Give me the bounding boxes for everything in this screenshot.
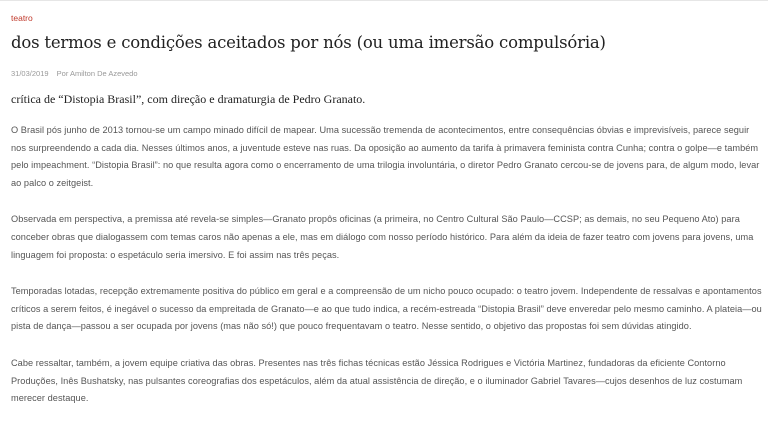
article-lead: crítica de “Distopia Brasil”, com direção e dramaturgia de Pedro Granato. [11, 92, 366, 106]
body-paragraph: O Brasil pós junho de 2013 tornou-se um campo minado difícil de mapear. Uma sucessão tremenda de acontecimentos, entre consequências óbvias e imprevisíveis, parece seguir nos surpreendendo a cada dia. Nesses últimos anos, a juventude esteve nas ruas. Da oposição ao aumento da tarifa à primavera feminista contra Cunha; contra o golpe—e também pelo impeachment. “Distopia Brasil”: no que resulta agora como o encerramento de uma trilogia involuntária, o diretor Pedro Granato cercou-se de jovens para, de algum modo, levar ao palco o zeitgeist. [11, 125, 760, 188]
article-meta [11, 69, 138, 78]
article-title: dos termos e condições aceitados por nós (ou uma imersão compulsória) [11, 33, 606, 52]
body-paragraph: Cabe ressaltar, também, a jovem equipe criativa das obras. Presentes nas três fichas técnicas estão Jéssica Rodrigues e Victória Martinez, fundadoras da eficiente Contorno Produções, Inês Bushatsky, nas pulsantes coreografias dos espetáculos, além da atual assistência de direção, e o iluminador Gabriel Tavares—cujos desenhos de luz costumam merecer destaque. [11, 357, 743, 404]
body-paragraph: Temporadas lotadas, recepção extremamente positiva do público em geral e a compreensão de um nicho pouco ocupado: o teatro jovem. Independente de ressalvas e apontamentos críticos a serem feitos, é inegável o sucesso da empreitada de Granato—e ao que tudo indica, a recém-estreada “Distopia Brasil” deve enveredar pelo mesmo caminho. A plateia—ou pista de dança—passou a ser ocupada por jovens (mas não só!) que pouco frequentavam o teatro. Nesse sentido, o objetivo das propostas foi sem dúvidas atingido. [11, 286, 762, 332]
publish-date: 31/03/2019 [11, 69, 49, 78]
category-link[interactable]: teatro [11, 13, 33, 23]
article-body [11, 122, 763, 427]
author-byline[interactable]: Por Amilton De Azevedo [56, 69, 138, 78]
body-paragraph: Observada em perspectiva, a premissa até revela-se simples—Granato propôs oficinas (a primeira, no Centro Cultural São Paulo—CCSP; as demais, no seu Pequeno Ato) para conceber obras que dialogassem com temas caros não apenas a ele, mas em diálogo com nosso período histórico. Para além da ideia de fazer teatro com jovens para jovens, uma linguagem foi proposta: o espetáculo seria imersivo. E foi assim nas três peças. [11, 214, 754, 260]
top-divider [0, 0, 768, 1]
